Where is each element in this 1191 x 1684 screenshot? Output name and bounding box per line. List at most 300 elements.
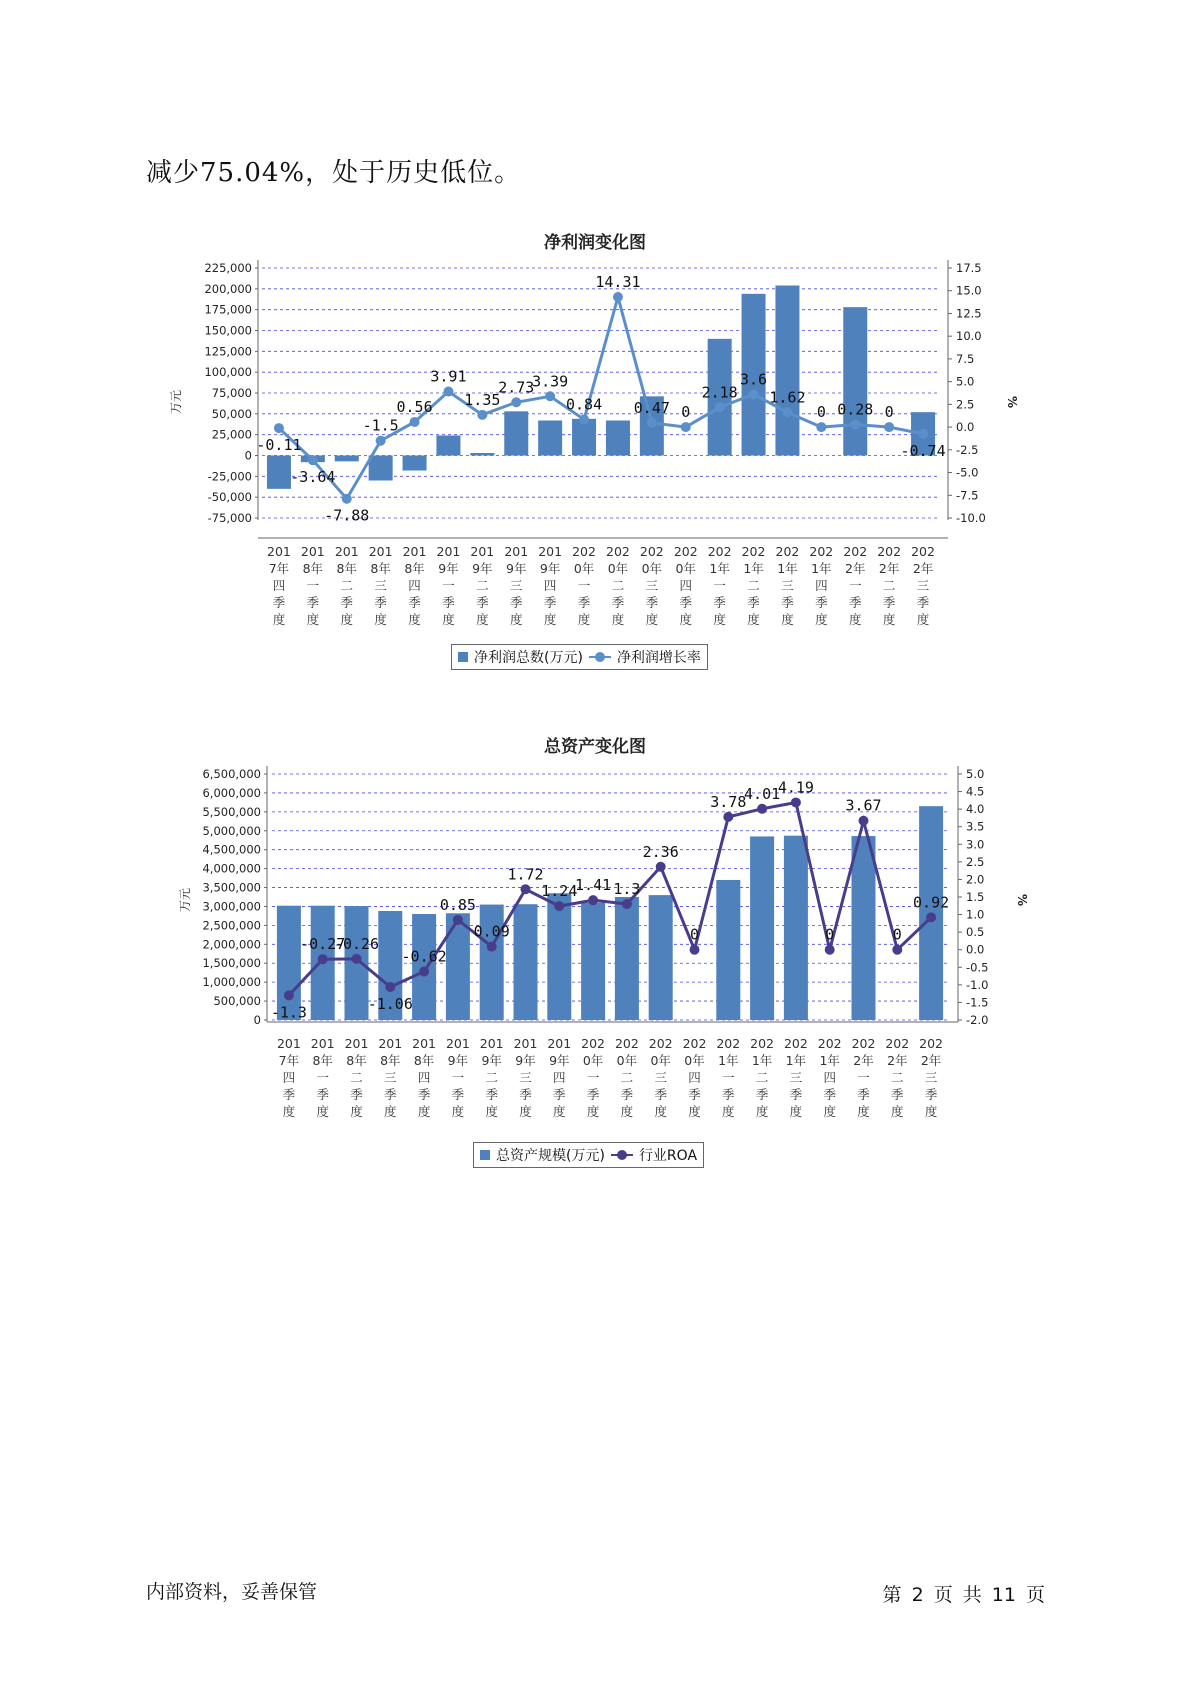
y-tick-label: 1,000,000 [202, 975, 261, 990]
bar-10 [606, 421, 630, 456]
x-category-label: 季 [519, 1087, 532, 1102]
x-category-label: 四 [408, 578, 421, 593]
x-category-label: 1年 [743, 561, 764, 576]
x-category-label: 度 [924, 1104, 938, 1119]
x-category-label: 季 [374, 595, 387, 610]
data-label-4: 0.56 [396, 398, 433, 416]
bar-3 [369, 456, 393, 481]
x-category-label: 9年 [539, 561, 561, 576]
x-category-label: 202 [606, 544, 630, 559]
x-category-label: 季 [924, 1087, 938, 1102]
line-point-9 [588, 895, 598, 905]
x-category-label: 二 [882, 578, 896, 593]
x-category-label: 0年 [641, 561, 663, 576]
x-category-label: 三 [509, 578, 523, 593]
y2-tick-label: 4.5 [966, 784, 985, 799]
y-tick-label: 500,000 [213, 994, 261, 1009]
x-category-label: 度 [340, 612, 354, 627]
x-category-label: 季 [645, 595, 659, 610]
line-point-3 [376, 436, 386, 446]
y-tick-label: 175,000 [204, 302, 252, 317]
bar-15 [775, 286, 799, 456]
x-category-label: 度 [848, 612, 862, 627]
x-category-label: 季 [485, 1087, 498, 1102]
x-category-label: 度 [857, 1104, 870, 1119]
net-profit-legend [451, 644, 708, 670]
x-category-label: 二 [747, 578, 760, 593]
bar-17 [843, 307, 867, 455]
y-tick-label: 1,500,000 [202, 956, 261, 971]
net-profit-chart-svg [0, 220, 1191, 690]
x-category-label: 8年 [346, 1053, 367, 1068]
x-category-label: 季 [620, 1087, 634, 1102]
y2-tick-label: 2.0 [966, 872, 985, 887]
y-tick-label: 0 [253, 1013, 261, 1027]
x-category-label: 季 [543, 595, 557, 610]
bar-14 [750, 836, 774, 1020]
x-category-label: 三 [924, 1070, 938, 1085]
x-category-label: 季 [916, 595, 930, 610]
bar-13 [716, 880, 740, 1020]
x-category-label: 度 [688, 1104, 701, 1119]
x-category-label: 0年 [616, 1053, 638, 1068]
y2-tick-label: 0.0 [956, 420, 975, 435]
x-category-label: 度 [543, 612, 557, 627]
y-tick-label: 225,000 [204, 261, 252, 275]
x-category-label: 季 [586, 1087, 600, 1102]
data-label-11: 0.47 [633, 398, 670, 417]
y2-tick-label: 17.5 [956, 261, 982, 275]
x-category-label: 1年 [785, 1053, 807, 1068]
y-tick-label: 125,000 [204, 344, 252, 359]
legend-bar-swatch [480, 1150, 490, 1160]
y-tick-label: 50,000 [211, 406, 252, 421]
x-category-label: 三 [781, 578, 794, 593]
x-category-label: 季 [282, 1087, 296, 1102]
data-label-1: -3.64 [290, 468, 336, 487]
legend-bar-label: 总资产规模(万元) [496, 1148, 605, 1164]
bar-8 [538, 421, 562, 456]
y2-tick-label: -1.5 [966, 995, 989, 1010]
line-point-4 [410, 417, 420, 427]
x-category-label: 二 [891, 1070, 904, 1085]
x-category-label: 202 [919, 1036, 944, 1051]
line-point-3 [385, 982, 395, 992]
data-label-10: 14.31 [595, 273, 641, 291]
x-category-label: 三 [645, 578, 659, 593]
line-point-8 [545, 391, 555, 401]
total-assets-chart-svg [0, 718, 1191, 1188]
line-point-19 [926, 912, 936, 922]
x-category-label: 9年 [472, 561, 493, 576]
chart-title: 净利润变化图 [544, 233, 646, 253]
x-category-label: 201 [310, 1036, 335, 1051]
x-category-label: 201 [436, 544, 461, 559]
x-category-label: 202 [648, 1036, 673, 1051]
x-category-label: 季 [789, 1087, 803, 1102]
x-category-label: 季 [722, 1087, 735, 1102]
x-category-label: 一 [722, 1070, 735, 1085]
y-tick-label: 5,000,000 [202, 823, 261, 838]
y2-axis-unit-label: % [1005, 395, 1019, 409]
x-category-label: 季 [476, 595, 489, 610]
x-category-label: 季 [654, 1087, 667, 1102]
x-category-label: 季 [815, 595, 828, 610]
y-tick-label: 6,000,000 [202, 785, 261, 800]
x-category-label: 0年 [607, 561, 629, 576]
x-category-label: 201 [276, 1036, 301, 1051]
line-point-18 [884, 422, 894, 432]
bar-6 [470, 453, 494, 456]
x-category-label: 202 [572, 544, 596, 559]
line-point-12 [690, 945, 700, 955]
x-category-label: 四 [417, 1070, 431, 1085]
y2-tick-label: 0.0 [966, 942, 985, 957]
net-profit-chart [0, 220, 1191, 690]
x-category-label: 一 [586, 1070, 600, 1085]
y2-tick-label: 5.0 [966, 767, 985, 781]
x-category-label: 度 [679, 612, 693, 627]
x-category-label: 季 [451, 1087, 465, 1102]
bar-5 [436, 436, 460, 456]
x-category-label: 季 [577, 595, 591, 610]
x-category-label: 度 [789, 1104, 803, 1119]
x-category-label: 2年 [878, 561, 900, 576]
x-category-label: 1年 [819, 1053, 840, 1068]
x-category-label: 度 [306, 612, 320, 627]
bar-2 [335, 456, 359, 462]
legend-line-swatch [589, 651, 611, 663]
x-category-label: 度 [645, 612, 659, 627]
x-category-label: 202 [877, 544, 902, 559]
y2-tick-label: 4.0 [966, 802, 985, 817]
data-label-14: 3.6 [740, 370, 768, 389]
x-category-label: 8年 [370, 561, 391, 576]
x-category-label: 202 [581, 1036, 606, 1051]
line-point-17 [859, 816, 869, 826]
x-category-label: 季 [688, 1087, 701, 1102]
line-point-2 [352, 954, 362, 964]
data-label-7: 1.72 [507, 865, 544, 884]
x-category-label: 0年 [582, 1053, 604, 1068]
line-point-2 [342, 494, 352, 504]
x-category-label: 202 [775, 544, 800, 559]
x-category-label: 201 [470, 544, 495, 559]
x-category-label: 三 [654, 1070, 667, 1085]
x-category-label: 度 [553, 1104, 566, 1119]
x-category-label: 9年 [481, 1053, 502, 1068]
x-category-label: 度 [781, 612, 794, 627]
data-label-3: -1.06 [367, 994, 413, 1013]
y2-tick-label: -10.0 [956, 511, 986, 525]
x-category-label: 8年 [413, 1053, 435, 1068]
y-tick-label: 4,000,000 [202, 861, 261, 876]
y2-tick-label: -0.5 [966, 960, 989, 975]
x-category-label: 季 [408, 595, 421, 610]
x-category-label: 8年 [336, 561, 357, 576]
x-category-label: 201 [378, 1036, 403, 1051]
x-category-label: 四 [815, 578, 828, 593]
x-category-label: 0年 [675, 561, 696, 576]
x-category-label: 7年 [268, 561, 290, 576]
x-category-label: 度 [485, 1104, 498, 1119]
y-axis-unit-label: 万元 [178, 887, 192, 913]
data-label-12: 0 [681, 403, 691, 422]
line-point-6 [477, 410, 487, 420]
y2-tick-label: -7.5 [956, 488, 979, 503]
x-category-label: 度 [823, 1104, 836, 1119]
line-point-14 [749, 389, 759, 399]
x-category-label: 8年 [380, 1053, 401, 1068]
bar-11 [649, 895, 673, 1020]
x-category-label: 度 [611, 612, 625, 627]
x-category-label: 1年 [777, 561, 798, 576]
x-category-label: 度 [451, 1104, 465, 1119]
line-point-8 [554, 901, 564, 911]
x-category-label: 9年 [506, 561, 527, 576]
data-label-13: 2.18 [701, 383, 738, 402]
line-point-16 [825, 945, 835, 955]
x-category-label: 度 [384, 1104, 397, 1119]
data-label-17: 0.28 [837, 400, 874, 419]
x-category-label: 度 [654, 1104, 667, 1119]
x-category-label: 季 [384, 1087, 397, 1102]
data-label-6: 1.35 [464, 390, 501, 409]
x-category-label: 1年 [811, 561, 832, 576]
data-label-17: 3.67 [845, 796, 882, 815]
x-category-label: 202 [750, 1036, 775, 1051]
line-point-0 [284, 990, 294, 1000]
y2-tick-label: 7.5 [956, 351, 975, 366]
x-category-label: 一 [577, 578, 591, 593]
y2-tick-label: 10.0 [956, 329, 982, 344]
data-label-18: 0 [884, 403, 894, 422]
x-category-label: 2年 [853, 1053, 874, 1068]
data-label-10: 1.3 [613, 880, 641, 899]
x-category-label: 0年 [650, 1053, 671, 1068]
line-point-16 [816, 422, 826, 432]
x-category-label: 1年 [709, 561, 730, 576]
y-tick-label: -75,000 [207, 511, 252, 525]
y2-tick-label: 2.5 [966, 854, 985, 869]
x-category-label: 201 [538, 544, 563, 559]
x-category-label: 度 [586, 1104, 600, 1119]
line-point-11 [647, 418, 657, 428]
x-category-label: 三 [789, 1070, 803, 1085]
x-category-label: 2年 [887, 1053, 908, 1068]
line-point-15 [791, 797, 801, 807]
x-category-label: 202 [707, 544, 732, 559]
x-category-label: 二 [620, 1070, 634, 1085]
y-tick-label: 200,000 [204, 281, 252, 296]
x-category-label: 201 [402, 544, 427, 559]
x-category-label: 四 [553, 1070, 566, 1085]
data-label-15: 1.62 [769, 388, 806, 407]
y-tick-label: 3,500,000 [202, 880, 261, 895]
x-category-label: 季 [509, 595, 523, 610]
x-category-label: 四 [272, 578, 286, 593]
y2-tick-label: 3.5 [966, 819, 985, 834]
x-category-label: 2年 [912, 561, 934, 576]
bar-7 [504, 411, 528, 455]
x-category-label: 202 [843, 544, 868, 559]
y-tick-label: 100,000 [204, 365, 252, 380]
y2-tick-label: 3.0 [966, 837, 985, 852]
footer-confidential-note: 内部资料，妥善保管 [146, 1581, 318, 1603]
y2-tick-label: 1.0 [966, 907, 985, 922]
line-point-1 [308, 455, 318, 465]
x-category-label: 一 [306, 578, 320, 593]
x-category-label: 度 [916, 612, 930, 627]
x-category-label: 二 [340, 578, 354, 593]
line-point-4 [419, 967, 429, 977]
x-category-label: 季 [350, 1087, 363, 1102]
x-category-label: 度 [882, 612, 896, 627]
x-category-label: 季 [882, 595, 896, 610]
legend-line-swatch [611, 1149, 633, 1161]
x-category-label: 度 [374, 612, 387, 627]
total-assets-chart [0, 718, 1191, 1188]
y2-tick-label: 15.0 [956, 283, 982, 298]
line-point-13 [715, 402, 725, 412]
bar-15 [784, 836, 808, 1020]
data-label-8: 3.39 [532, 372, 569, 391]
x-category-label: 度 [747, 612, 760, 627]
x-category-label: 201 [547, 1036, 572, 1051]
x-category-label: 度 [509, 612, 523, 627]
x-category-label: 201 [334, 544, 359, 559]
x-category-label: 三 [916, 578, 930, 593]
bar-10 [615, 897, 639, 1020]
x-category-label: 四 [688, 1070, 701, 1085]
x-category-label: 202 [673, 544, 698, 559]
x-category-label: 度 [350, 1104, 363, 1119]
x-category-label: 三 [519, 1070, 532, 1085]
x-category-label: 9年 [549, 1053, 570, 1068]
line-point-9 [579, 414, 589, 424]
data-label-14: 4.01 [744, 784, 781, 803]
data-label-15: 4.19 [777, 778, 814, 797]
x-category-label: 季 [823, 1087, 836, 1102]
x-category-label: 季 [679, 595, 693, 610]
x-category-label: 202 [741, 544, 766, 559]
y-axis-unit-label: 万元 [169, 389, 183, 415]
y2-axis-unit-label: % [1015, 893, 1029, 907]
x-category-label: 1年 [751, 1053, 773, 1068]
x-category-label: 度 [272, 612, 286, 627]
x-category-label: 一 [442, 578, 455, 593]
x-category-label: 度 [891, 1104, 904, 1119]
legend-line-label: 行业ROA [638, 1148, 698, 1164]
line-point-13 [723, 812, 733, 822]
x-category-label: 二 [476, 578, 489, 593]
line-point-17 [850, 420, 860, 430]
x-category-label: 度 [282, 1104, 296, 1119]
x-category-label: 二 [485, 1070, 498, 1085]
x-category-label: 2年 [920, 1053, 942, 1068]
x-category-label: 201 [479, 1036, 504, 1051]
bar-5 [446, 913, 470, 1020]
line-point-14 [757, 804, 767, 814]
x-category-label: 度 [417, 1104, 431, 1119]
x-category-label: 季 [306, 595, 320, 610]
x-category-label: 度 [815, 612, 828, 627]
y2-tick-label: 2.5 [956, 397, 975, 412]
data-label-5: 0.85 [439, 895, 476, 914]
data-label-0: -0.11 [256, 436, 302, 455]
y-tick-label: 2,500,000 [202, 918, 261, 933]
line-point-12 [681, 422, 691, 432]
y2-tick-label: 12.5 [956, 306, 982, 321]
x-category-label: 季 [891, 1087, 904, 1102]
x-category-label: 二 [755, 1070, 769, 1085]
x-category-label: 季 [340, 595, 354, 610]
chart-title: 总资产变化图 [544, 737, 646, 757]
x-category-label: 度 [442, 612, 455, 627]
x-category-label: 一 [451, 1070, 465, 1085]
x-category-label: 度 [476, 612, 489, 627]
x-category-label: 0年 [684, 1053, 705, 1068]
x-category-label: 9年 [515, 1053, 536, 1068]
x-category-label: 度 [577, 612, 591, 627]
x-category-label: 四 [282, 1070, 296, 1085]
line-point-5 [443, 387, 453, 397]
y2-tick-label: -2.5 [956, 442, 979, 457]
data-label-16: 0 [816, 403, 826, 422]
x-category-label: 四 [679, 578, 693, 593]
x-category-label: 三 [384, 1070, 397, 1085]
line-point-7 [511, 397, 521, 407]
y-tick-label: 6,500,000 [202, 767, 261, 781]
data-label-8: 1.24 [541, 882, 578, 901]
x-category-label: 四 [823, 1070, 836, 1085]
x-category-label: 季 [611, 595, 625, 610]
x-category-label: 2年 [845, 561, 866, 576]
x-category-label: 202 [783, 1036, 808, 1051]
x-category-label: 二 [350, 1070, 363, 1085]
bar-9 [581, 903, 605, 1020]
x-category-label: 9年 [447, 1053, 469, 1068]
x-category-label: 季 [781, 595, 794, 610]
x-category-label: 三 [374, 578, 387, 593]
y2-tick-label: 5.0 [956, 374, 975, 389]
data-label-9: 1.41 [575, 876, 612, 895]
y-tick-label: -25,000 [207, 469, 252, 484]
x-category-label: 202 [682, 1036, 707, 1051]
x-category-label: 季 [848, 595, 862, 610]
x-category-label: 9年 [438, 561, 459, 576]
y2-tick-label: -2.0 [966, 1013, 989, 1027]
x-category-label: 7年 [278, 1053, 300, 1068]
x-category-label: 8年 [404, 561, 425, 576]
x-category-label: 一 [713, 578, 726, 593]
data-label-3: -1.5 [362, 416, 399, 435]
y-tick-label: 75,000 [211, 386, 252, 400]
data-label-19: 0.92 [913, 893, 950, 912]
bar-4 [403, 456, 427, 471]
x-category-label: 8年 [312, 1053, 333, 1068]
x-category-label: 202 [614, 1036, 639, 1051]
x-category-label: 201 [504, 544, 529, 559]
intro-text: 减少75.04%，处于历史低位。 [146, 158, 522, 188]
line-point-19 [918, 429, 928, 439]
total-assets-legend [473, 1142, 704, 1168]
line-point-7 [521, 884, 531, 894]
x-category-label: 度 [722, 1104, 735, 1119]
x-category-label: 0年 [573, 561, 595, 576]
bar-0 [267, 456, 291, 489]
bar-7 [514, 904, 538, 1020]
